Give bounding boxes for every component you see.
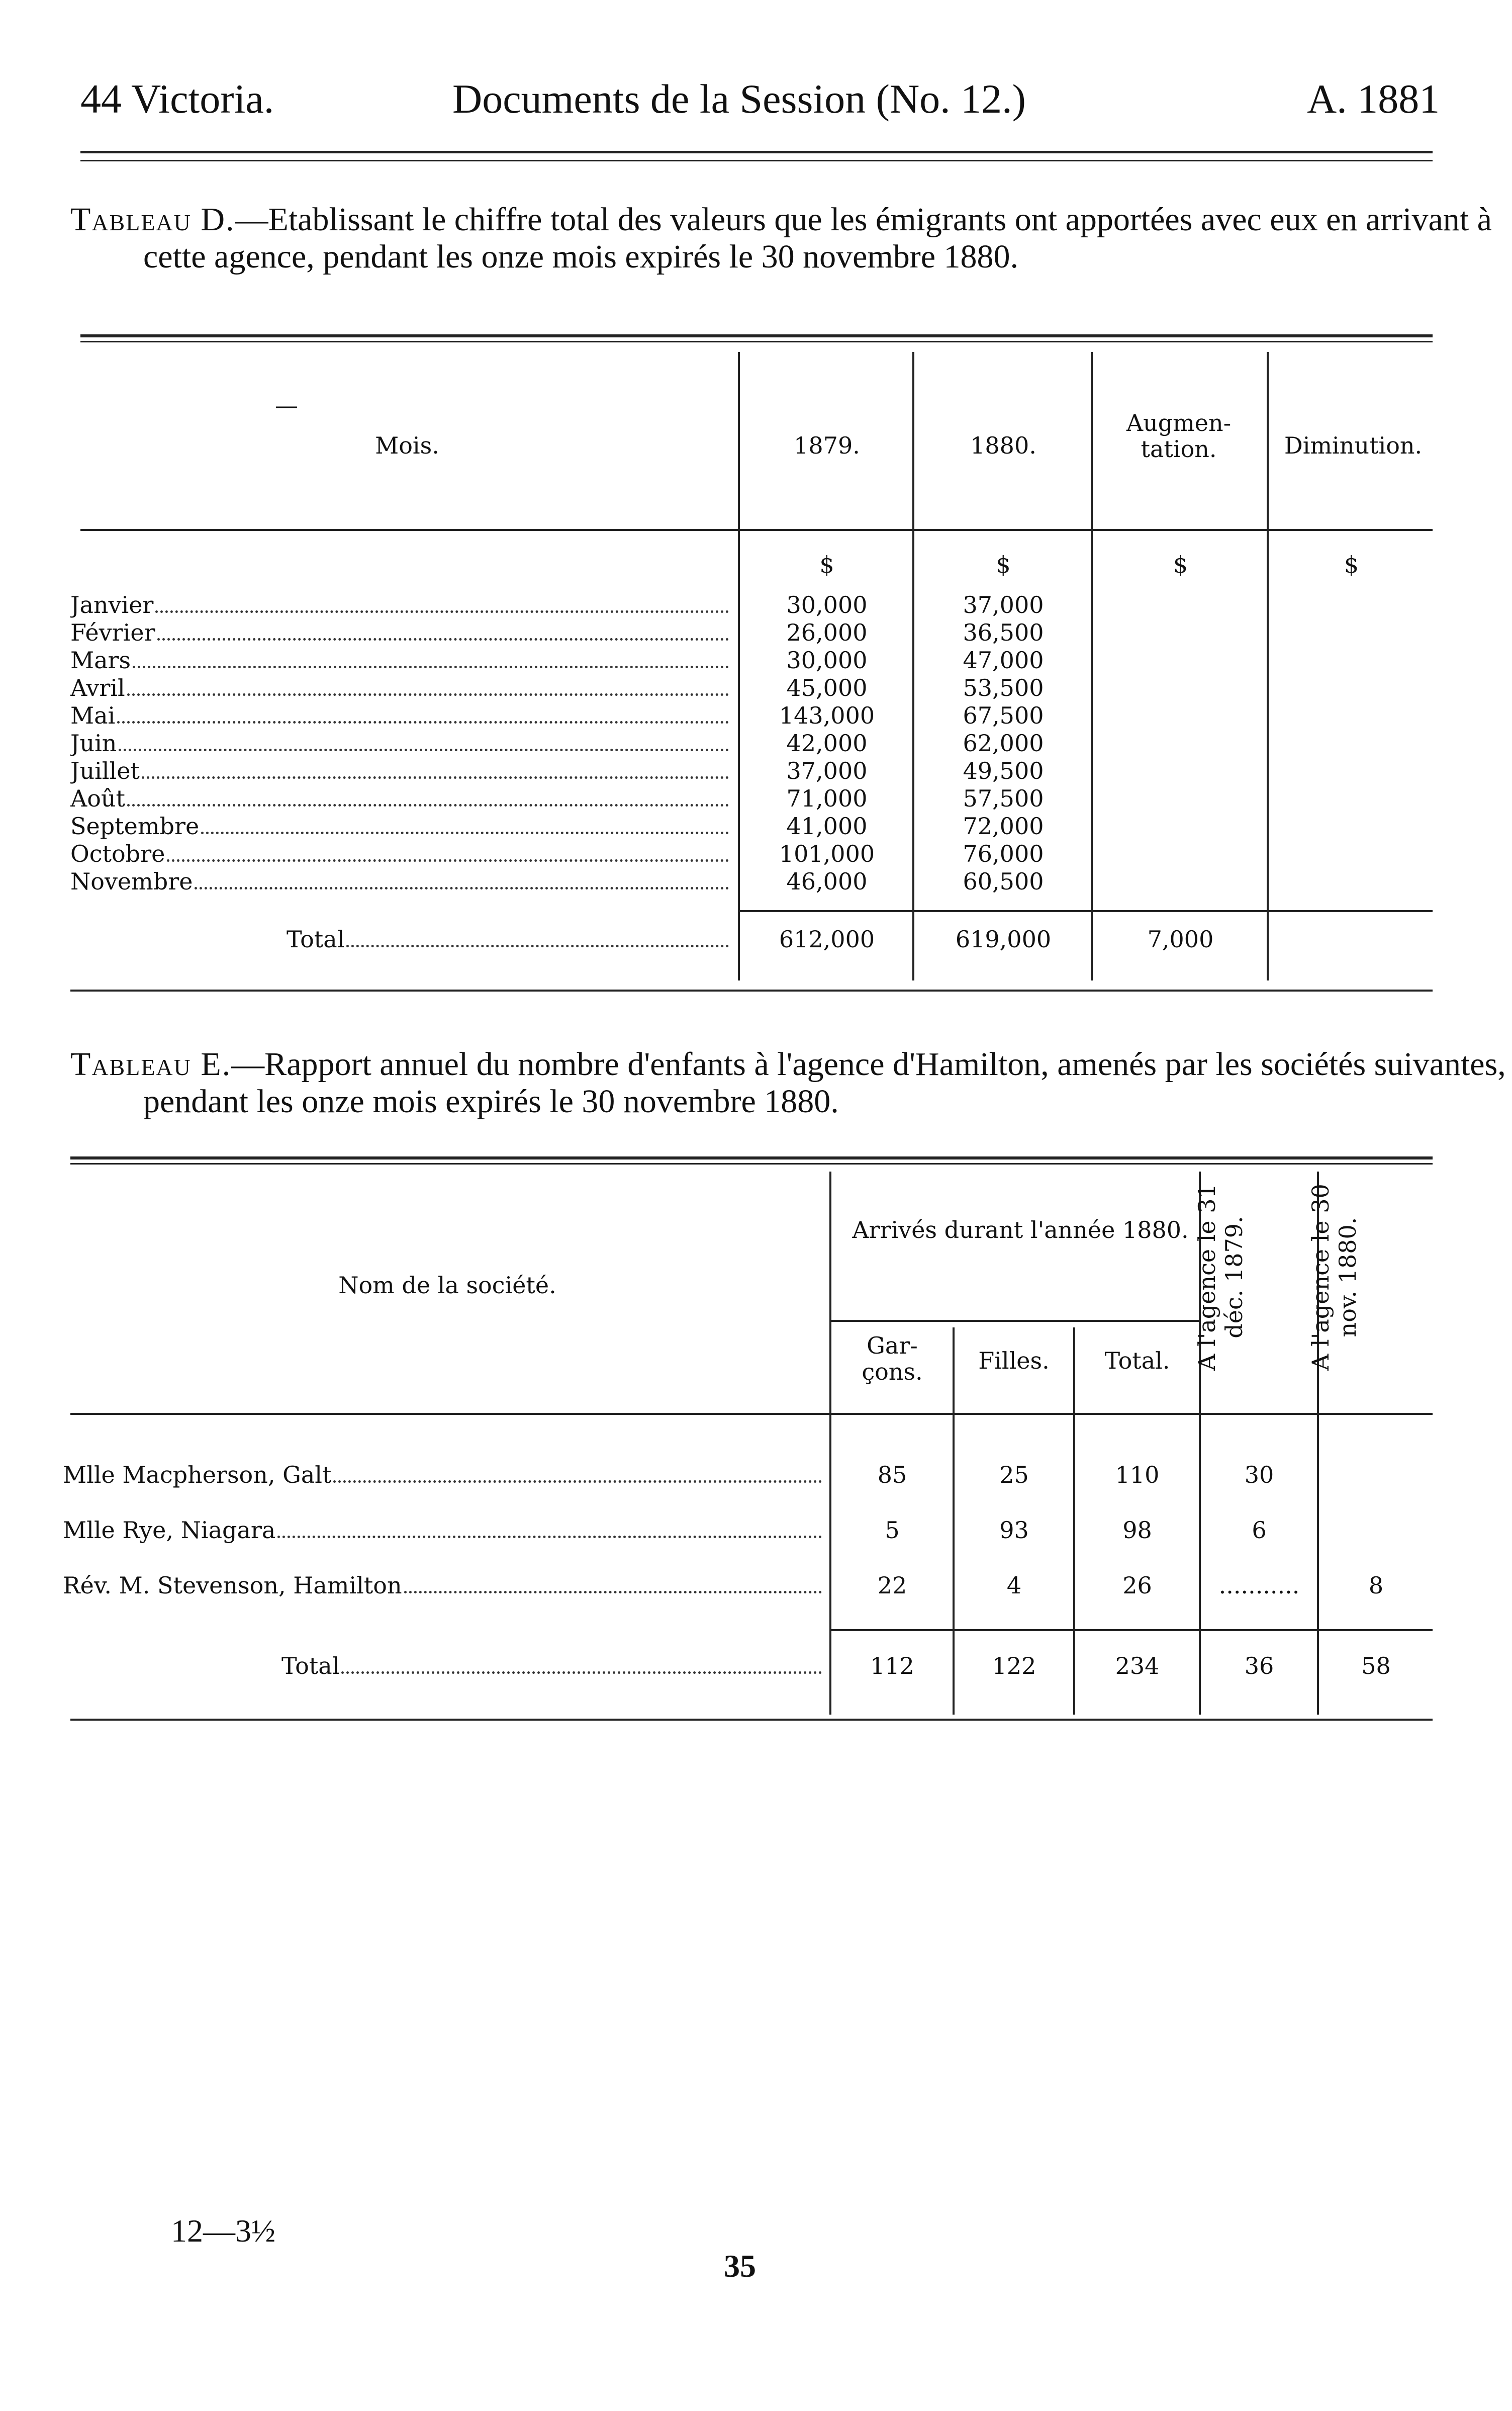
tableau-d-divider-4	[1267, 352, 1269, 980]
tableau-e-top-rule-2	[70, 1163, 1433, 1165]
month-label	[70, 674, 734, 702]
boys-count: 22	[877, 1572, 907, 1599]
month-name: Juillet	[70, 757, 140, 784]
value-1880: 53,500	[963, 674, 1044, 701]
e-total-total: 234	[1115, 1652, 1160, 1679]
tableau-e-total-label	[281, 1652, 827, 1680]
col-month-header: Mois.	[375, 432, 439, 459]
dec1879-count: 30	[1244, 1461, 1274, 1488]
value-1879: 46,000	[786, 868, 868, 895]
col-society-header: Nom de la société.	[338, 1272, 556, 1299]
society-name: Rév. M. Stevenson, Hamilton	[63, 1572, 402, 1599]
month-label	[70, 591, 734, 619]
tableau-d-dash: —	[275, 392, 298, 419]
boys-count: 85	[877, 1461, 907, 1488]
society-label	[63, 1461, 827, 1489]
society-name: Mlle Rye, Niagara	[63, 1516, 276, 1544]
tableau-d-header-rule	[80, 529, 1433, 531]
month-label	[70, 701, 734, 730]
total-count: 110	[1115, 1461, 1160, 1488]
tableau-d-label: Tableau D.	[70, 201, 235, 238]
header-rule-1	[80, 151, 1433, 153]
value-1879: 101,000	[779, 840, 875, 867]
dec1879-count: ...........	[1218, 1572, 1300, 1599]
girls-count: 25	[999, 1461, 1029, 1488]
month-name: Janvier	[70, 591, 154, 618]
month-label	[70, 757, 734, 785]
month-label	[70, 618, 734, 647]
col-nov1880-header: A l'agence le 30 nov. 1880.	[1307, 1184, 1361, 1371]
value-1880: 72,000	[963, 813, 1044, 840]
value-1879: 45,000	[786, 674, 868, 701]
month-label	[70, 784, 734, 813]
col-augmentation-header: Augmen-tation.	[1126, 409, 1232, 463]
tableau-e-caption-text: —Rapport annuel du nombre d'enfants à l'agence d'Hamilton, amenés par les sociétés suivantes, pendant les onze mois expirés le 30 novembre 1880.	[143, 1046, 1506, 1120]
currency-1879: $	[819, 551, 834, 578]
tableau-e-divider-3	[1073, 1327, 1075, 1715]
tableau-d-top-rule	[80, 334, 1433, 337]
value-1879: 41,000	[786, 813, 868, 840]
value-1880: 36,500	[963, 619, 1044, 646]
tableau-d-total-label	[287, 925, 734, 953]
value-1880: 62,000	[963, 730, 1044, 757]
value-1879: 26,000	[786, 619, 868, 646]
col-diminution-header: Diminution.	[1284, 432, 1423, 459]
tableau-d-divider-2	[912, 352, 914, 980]
e-total-dec1879: 36	[1244, 1652, 1274, 1679]
tableau-e-bottom-rule	[70, 1719, 1433, 1721]
tableau-d-divider-1	[738, 352, 740, 980]
page-number: 35	[724, 2248, 756, 2284]
total-1879: 612,000	[779, 926, 875, 953]
tableau-d-caption	[70, 201, 1510, 276]
month-label	[70, 867, 734, 896]
e-total-label: Total	[281, 1652, 340, 1679]
tableau-d-caption-text: —Etablissant le chiffre total des valeurs que les émigrants ont apportées avec eux en arrivant à cette agence, pendant les onze mois expirés le 30 novembre 1880.	[143, 201, 1492, 275]
value-1880: 76,000	[963, 840, 1044, 867]
tableau-d-top-rule-2	[80, 341, 1433, 342]
value-1880: 60,500	[963, 868, 1044, 895]
value-1879: 71,000	[786, 785, 868, 812]
signature-mark: 12—3½	[171, 2213, 275, 2249]
society-label	[63, 1571, 827, 1599]
value-1880: 37,000	[963, 591, 1044, 618]
tableau-e-top-rule	[70, 1156, 1433, 1159]
month-label	[70, 812, 734, 840]
society-label	[63, 1516, 827, 1544]
value-1879: 143,000	[779, 702, 875, 729]
total-count: 26	[1122, 1572, 1152, 1599]
nov1880-count: 8	[1368, 1572, 1384, 1599]
col-girls-header: Filles.	[978, 1347, 1050, 1374]
value-1880: 57,500	[963, 785, 1044, 812]
tableau-e-header-rule	[70, 1413, 1433, 1415]
month-name: Avril	[70, 674, 125, 701]
girls-count: 93	[999, 1516, 1029, 1544]
girls-count: 4	[1006, 1572, 1022, 1599]
month-name: Mars	[70, 647, 131, 674]
value-1879: 30,000	[786, 647, 868, 674]
total-label: Total	[287, 926, 345, 953]
session-volume: 44 Victoria.	[80, 76, 274, 122]
tableau-e-caption	[70, 1046, 1510, 1120]
total-augmentation: 7,000	[1147, 926, 1214, 953]
value-1880: 67,500	[963, 702, 1044, 729]
month-name: Septembre	[70, 813, 200, 840]
col-1879-header: 1879.	[794, 432, 860, 459]
value-1879: 37,000	[786, 757, 868, 784]
month-name: Mai	[70, 702, 116, 729]
month-name: Octobre	[70, 840, 165, 867]
tableau-d-bottom-rule	[70, 990, 1433, 992]
e-total-boys: 112	[870, 1652, 914, 1679]
value-1880: 49,500	[963, 757, 1044, 784]
tableau-e-label: Tableau E.	[70, 1046, 232, 1083]
month-label	[70, 729, 734, 757]
tableau-e-subheader-rule	[830, 1320, 1200, 1322]
value-1879: 42,000	[786, 730, 868, 757]
month-label	[70, 840, 734, 868]
col-arrived-header: Arrivés durant l'année 1880.	[852, 1216, 1189, 1243]
total-1880: 619,000	[955, 926, 1052, 953]
society-name: Mlle Macpherson, Galt	[63, 1461, 332, 1488]
col-dec1879-header: A l'agence le 31 déc. 1879.	[1193, 1184, 1248, 1371]
e-total-girls: 122	[992, 1652, 1036, 1679]
month-name: Juin	[70, 730, 117, 757]
header-rule-2	[80, 160, 1433, 161]
tableau-e-divider-2	[953, 1327, 955, 1715]
currency-diminution: $	[1344, 551, 1359, 578]
currency-augmentation: $	[1173, 551, 1188, 578]
dec1879-count: 6	[1252, 1516, 1267, 1544]
month-label	[70, 646, 734, 674]
session-year: A. 1881	[1307, 76, 1440, 122]
boys-count: 5	[885, 1516, 900, 1544]
tableau-d-divider-3	[1091, 352, 1093, 980]
col-1880-header: 1880.	[970, 432, 1036, 459]
tableau-d-total-rule	[739, 910, 1433, 912]
document-title: Documents de la Session (No. 12.)	[452, 76, 1026, 122]
total-count: 98	[1122, 1516, 1152, 1544]
tableau-e-divider-1	[829, 1172, 831, 1715]
value-1879: 30,000	[786, 591, 868, 618]
tableau-e-total-rule	[830, 1629, 1433, 1631]
currency-1880: $	[996, 551, 1011, 578]
col-total-header: Total.	[1104, 1347, 1170, 1374]
month-name: Août	[70, 785, 126, 812]
month-name: Février	[70, 619, 155, 646]
month-name: Novembre	[70, 868, 193, 895]
e-total-nov1880: 58	[1361, 1652, 1391, 1679]
value-1880: 47,000	[963, 647, 1044, 674]
col-boys-header: Gar-çons.	[862, 1332, 923, 1385]
